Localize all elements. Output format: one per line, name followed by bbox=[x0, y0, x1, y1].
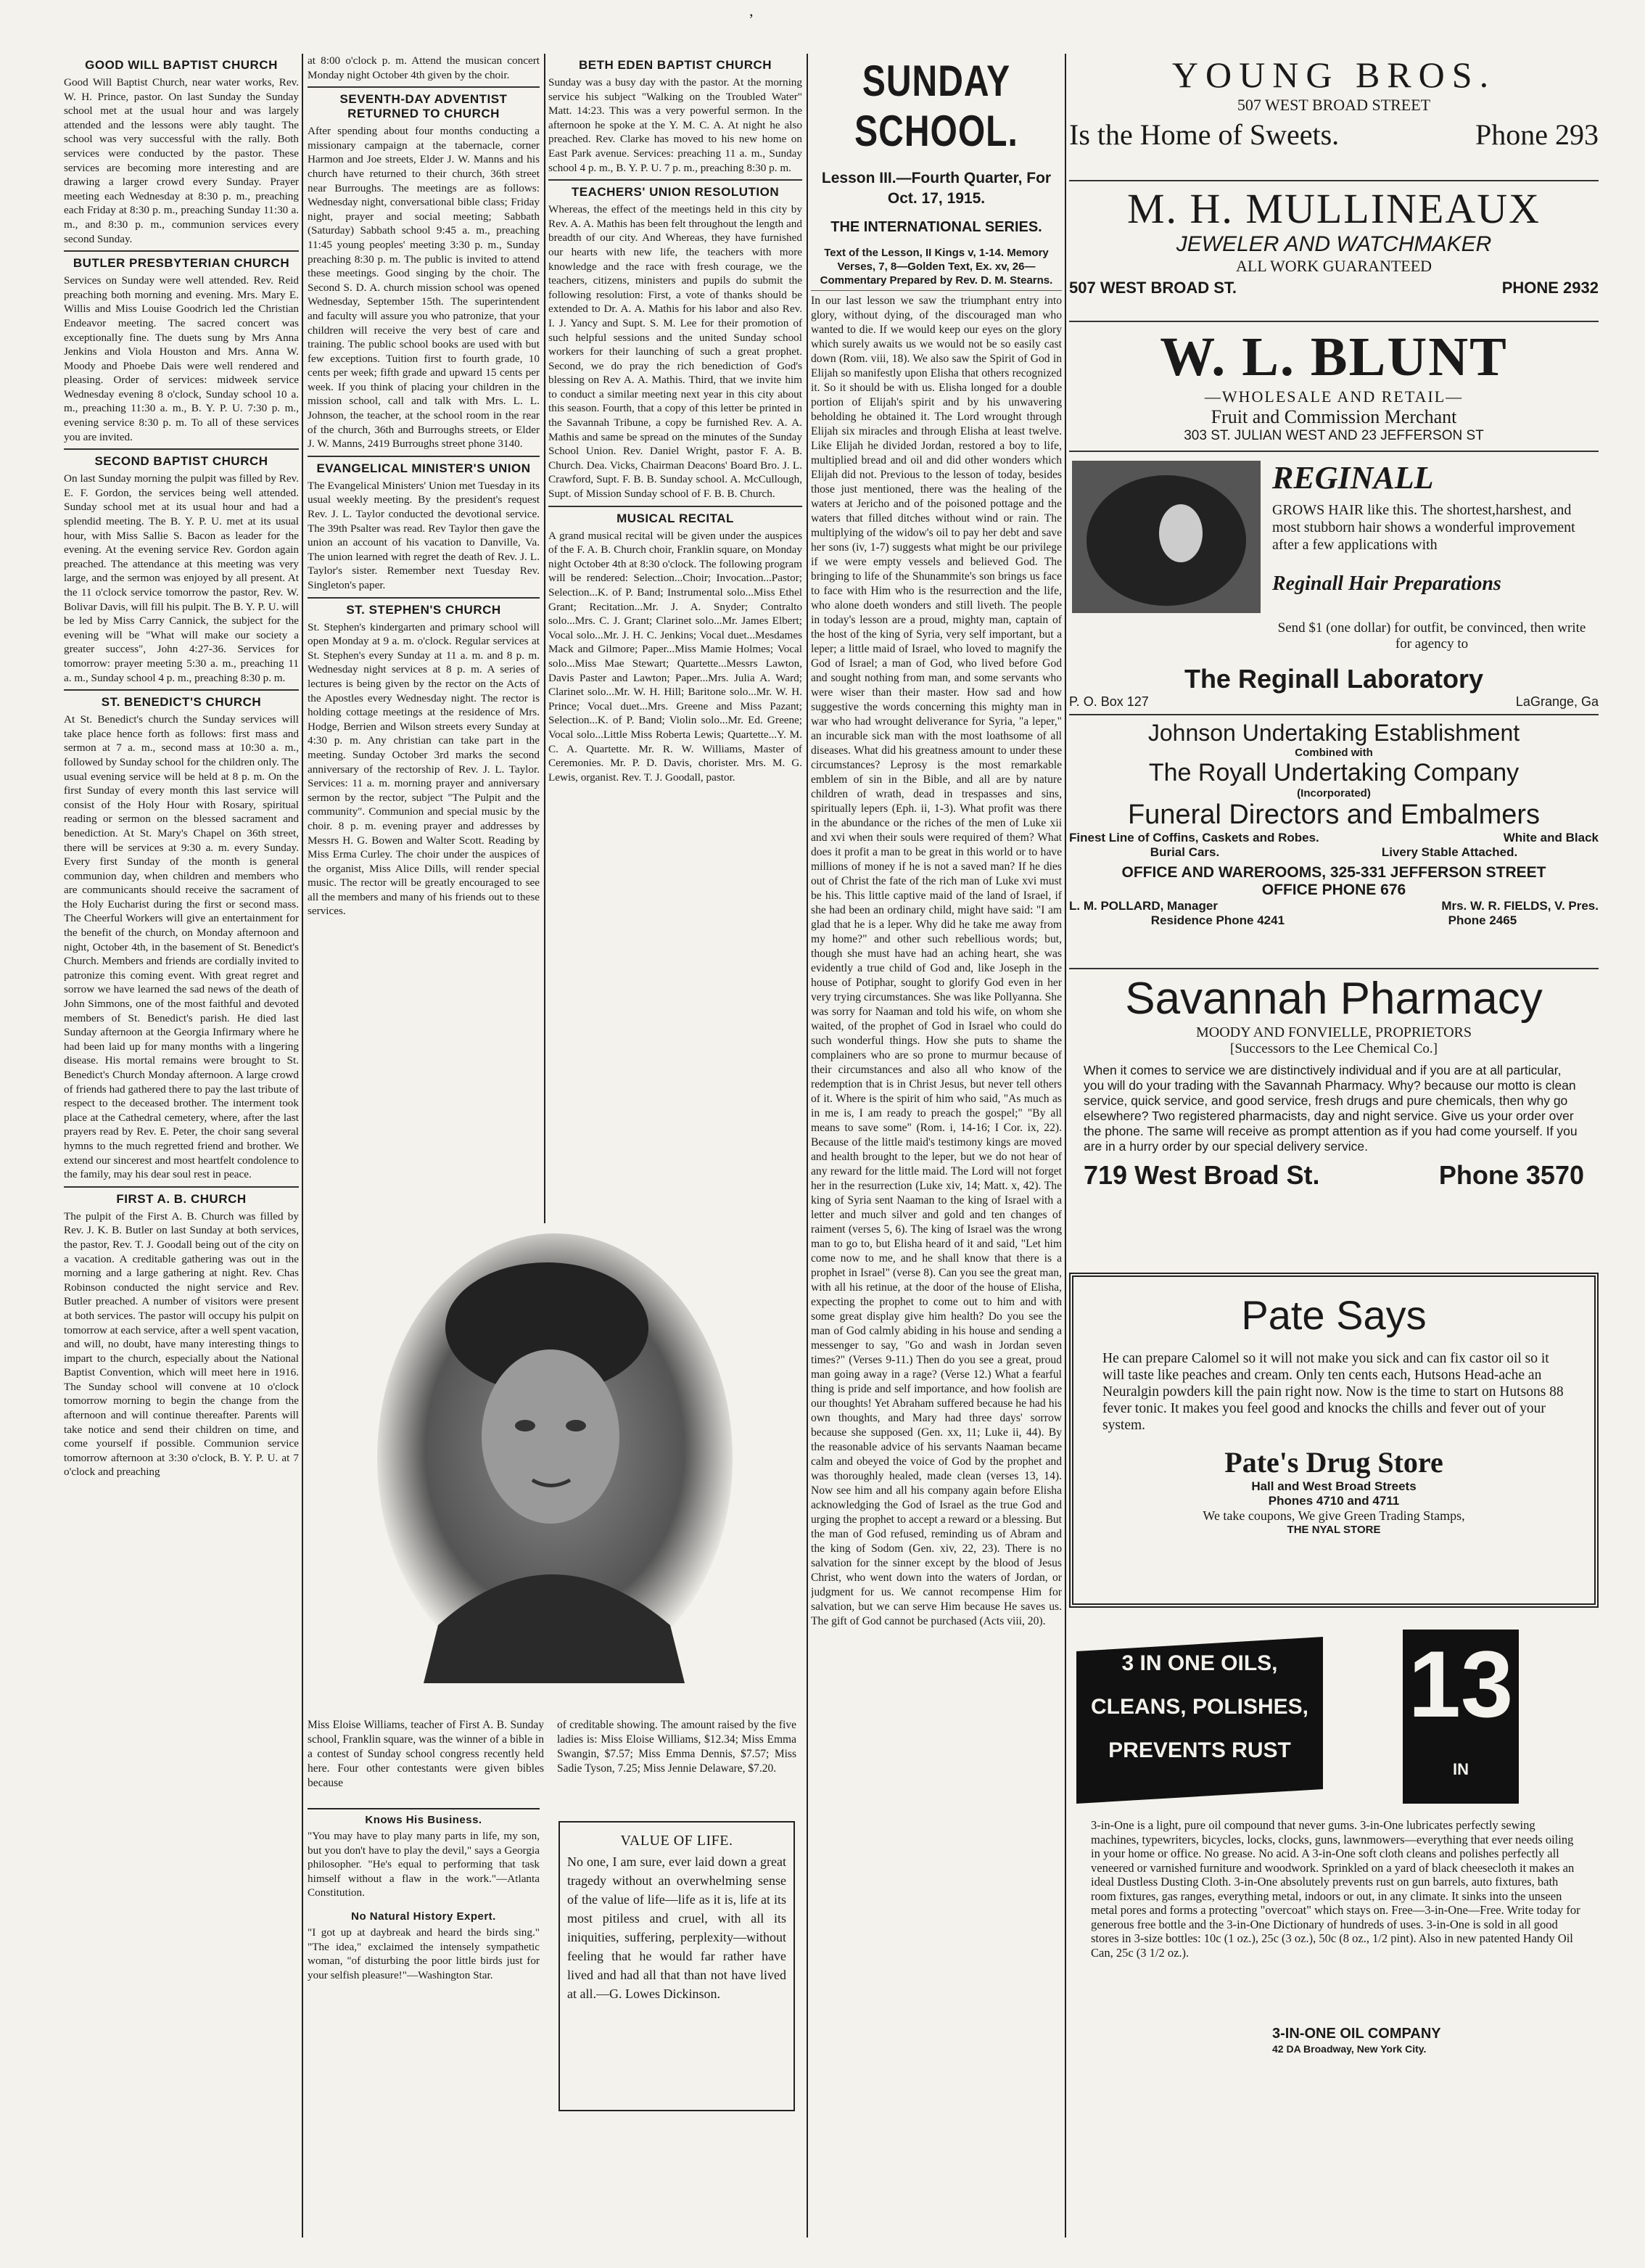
article-body: A grand musical recital will be given under the auspices of the F. A. B. Church choir, Franklin square, on Monday night October 4th at 8:30 o'clock. The following program will be rendered: Selection...Choir; Invocation...Pastor; Selection...K. of P. Band; Instrumental solo...Miss Ethel Grant; Recitation...Mr. J. A. Snyder; Contralto solo...Mrs. C. J. Grant; Clarinet solo...Mr. James Elbert; Vocal solo...Mr. J. H. C. Jenkins; Vocal duet...Mesdames Mack and Gilmore; Paper...Miss Mamie Holmes; Vocal solo...Miss Mae Stewart; Quartette...Messrs Lawton, Davis Paster and Lawton; Paper...Mrs. Julia A. Ward; Clarinet solo...Mr. W. H. Hill; Baritone solo...Mr. W. H. Prince; Vocal duet...Mrs. Greene and Miss Pazant; Selection...K. of P. Band; Violin solo...Mr. Ed. Greene; Vocal solo...Little Miss Roberta Lewis; Quartette...Y. M. C. A. Quartette. Mr. R. W. Williams, Master of Ceremonies. Mr. P. D. Davis, chorister. Mrs. M. G. Lewis, organist. Rev. T. J. Goodall, pastor. bbox=[548, 529, 802, 784]
article-butler bbox=[64, 256, 299, 444]
series-heading: THE INTERNATIONAL SERIES. bbox=[830, 219, 1042, 235]
ad-small: IN bbox=[1453, 1760, 1469, 1778]
article-body: Sunday was a busy day with the pastor. At the morning service his subject "Walking on the Troubled Water" Matt. 14:23. This was a very powerful sermon. In the afternoon he spoke at the Y. M. C. A. At night he also preached. Rev. Clarke has moved to his new home on East Park avenue. Services: preaching 11 a. m., Sunday school 4 p. m., B. Y. P. U. 7 p. m., preaching 8:30 p. m. bbox=[548, 76, 802, 174]
ad-address: 507 WEST BROAD STREET bbox=[1237, 96, 1431, 114]
ad-line: OFFICE PHONE 676 bbox=[1261, 882, 1406, 898]
article-st-benedicts bbox=[64, 695, 299, 1182]
heading: SEVENTH-DAY ADVENTIST RETURNED TO CHURCH bbox=[339, 92, 508, 121]
ad-line: Burial Cars. bbox=[1150, 845, 1220, 859]
divider bbox=[1069, 321, 1599, 322]
divider bbox=[548, 179, 802, 181]
ad-phone: Phone 293 bbox=[1475, 118, 1599, 151]
lesson-body: In our last lesson we saw the triumphant entry into glory, without dying, of the discouraged man who wanted to die. If we would keep our eyes on the glory which surely awaits us we would not be so easily cast down (Rom. viii, 18). We also saw the Spirit of God in Elijah so manifestly upon Elisha that others recognized it. So it should be with us. Elisha longed for a double portion of Elijah's spirit and by his unwavering beholding he obtained it. The Lord wrought through Elijah six miracles and through Elisha at least twelve. Like Elijah he divided Jordan, restored a boy to life, multiplied bread and oil and did other wonders which Elijah did not. Previous to the lesson of today, besides those just mentioned, there was the healing of the waters at Jericho and of the poisoned pottage and the waters that filled ditches without wind or rain. The multiplying of the widow's oil to pay her debt and save her sons (iv, 1-7) suggests what might be our privilege if we were empty vessels and believed God. The bringing to life of the Shunammite's son brings us face to face with Him who is the resurrection and the life, who alone doeth wonders and still liveth. The people in today's lesson are a proud, mighty man, captain of the host of the king of Syria, very self important, but a leper; a little maid of Israel, who loved to magnify the God of Israel; a man of God, who lived before God and sought nothing from man, and some servants who were wiser than their master. How sad and how suggestive the words concerning this mighty man in war who had wrought deliverance for Syria, "a leper," an incurable sick man with the most loathsome of all diseases. What did his greatness amount to under these circumstances? Leprosy is the most remarkable emblem of sin in the Bible, and all are by nature children of wrath, dead in trespasses and sins, spiritually lepers (Eph. ii, 1-3). What profit was there in the abundance or the riches of the men of Luke xii and xvi when their souls were required of them? What does it profit a man to be great in this world or to have millions of money if he is not a saved man? If he dies out of Christ the fate of the rich man of Luke xvi must be his. This little captive maid of the land of Israel, if she had been an ordinary child, might have said: "I am glad that he is a leper. Why did he take me away from my home?" and other such rebellious words; but, though she must have had an aching heart, she was evidently a true child of God and, like Joseph in the house of Potiphar, sought to glorify God even in her very trying circumstances. She was like Pollyanna. She was sorry for Naaman and told his wife, on whom she waited, of the prophet of God in Israel who could do such wonderful things. How she puts to shame the complainers who are so prone to murmur because of their circumstances and also all who know of the redemption that is in Christ Jesus, but never tell others of it. Where is the spirit of him who said, "As much as in me is, I am ready to preach the gospel;" "By all means to save some" (Rom. i, 14-16; I Cor. ix, 22). Because of the little maid's testimony kings are moved and health brought to the leper, but we do not hear of any reward for the little maid. The Lord will not forget her in the resurrection (Luke xiv, 14; Matt. x, 42). The king of Syria sent Naaman to the king of Israel with a letter and much silver and gold and ten changes of raiment (verses 5, 6). The king of Israel was the wrong man to go to, but Elisha heard of it and said, "Let him come now to me, and he shall know that there is a prophet in Israel" (verse 8). Can you see the great man, with all his retinue, at the door of the house of Elisha, expecting the prophet to come out to him and with some great display give him health? Do you see the man of God calmly abiding in his house and sending a messenger to say, "Go and wash in Jordan seven times?" (Verses 9-11.) Then do you see a great, proud man going away in a rage? (Verse 12.) What a fearful thing is pride and self importance, and how foolish are our thoughts! Yet Abraham suffered because he had his own thoughts, and Mary had three days' sorrow because she supposed (Gen. xx, 11; Luke ii, 44). By the reasonable advice of his servants Naaman became calm and obeyed the voice of God by the prophet and was thoroughly healed, made clean (verses 13, 14). Now see him and all his company again before Elisha acknowledging the God of Israel as the true God and urging the prophet to accept a reward or a blessing. But the man of God refused, reminding us of Abram and the king of Sodom (Gen. xiv, 22, 23). There is no salvation for the sinner except by the blood of Jesus Christ, who went down into the waters of Jordan, or judgment for us. We cannot recompense Him for salvation, but we can serve Him because He saves us. The gift of God cannot be purchased (Acts viii, 20). bbox=[811, 295, 1062, 1627]
ad-body: 3-in-One is a light, pure oil compound that never gums. 3-in-One lubricates perfectly sewing machines, typewriters, bicycles, locks, clocks, guns, lawnmowers—everything that ever needs oiling in your home or office. No grease. No acid. A 3-in-One soft cloth cleans and polishes perfectly all veneered or varnished furniture and woodwork. Sprinkled on a yard of black cheesecloth it makes an ideal Dustless Dusting Cloth. 3-in-One absolutely prevents rust on gun barrels, auto fixtures, bath room fixtures, gas ranges, everything metal, indoors or out, in any climate. It sinks into the unseen metal pores and forms a protecting "overcoat" which stays on. Free—3-in-One—Free. Write today for generous free bottle and the 3-in-One Dictionary of hundreds of uses. 3-in-One is sold in all good stores in 3-size bottles: 10c (1 oz.), 25c (3 oz.), 50c (8 oz., 1/2 pint). Also in new patented Handy Oil Can, 25c (3 1/2 oz.). bbox=[1091, 1818, 1580, 1960]
ad-address: 507 WEST BROAD ST. bbox=[1069, 279, 1237, 297]
ad-line: White and Black bbox=[1503, 831, 1599, 845]
ad-name: Savannah Pharmacy bbox=[1125, 974, 1543, 1024]
heading: BUTLER PRESBYTERIAN CHURCH bbox=[73, 256, 290, 271]
ad-product: Reginall Hair Preparations bbox=[1272, 572, 1501, 595]
column-3 bbox=[548, 54, 802, 1215]
divider bbox=[1069, 180, 1599, 181]
page-mark: ’ bbox=[749, 10, 754, 28]
ad-town: LaGrange, Ga bbox=[1515, 694, 1599, 709]
filler-body: "You may have to play many parts in life, my son, but you don't have to play the devil," says a Georgia philosopher. "He's equal to performing that task himself without a flaw in the work."—Atlanta Constitution. bbox=[308, 1830, 540, 1899]
ad-props: MOODY AND FONVIELLE, PROPRIETORS bbox=[1195, 1024, 1472, 1040]
ad-trade: JEWELER AND WATCHMAKER bbox=[1176, 232, 1492, 256]
ad-phones: Phones 4710 and 4711 bbox=[1268, 1494, 1400, 1508]
article-adventist bbox=[308, 92, 540, 451]
advertisements-column bbox=[1069, 54, 1599, 2238]
article-body: Whereas, the effect of the meetings held in this city by Rev. A. A. Mathis has been felt throughout the length and breadth of our city. And Whereas, they have furnished our hearts with new life, the teachers with more knowledge and the race with fresh courage, we the teachers, citizens, ministers and pupils do submit the following resolution: First, a vote of thanks should be extended to Dr. A. A. Mathis for his labor and also Rev. I. J. Yancy and Supt. S. M. Lee for their promotion of such helpful sessions and the united Sunday school workers for their launching of such a great prophet. Second, we do pray the rich benediction of God's blessing on Rev A. A. Mathis. Third, that we invite him to conduct a similar meeting next year in this city about this season. Fourth, that a copy of this letter be printed in the Savannah Tribune, a copy be furnished Rev. A. A. Mathis and same be spread on the minutes of the Sunday School Union. Rev. Daniel Wright, pastor F. A. B. Church. Dea. Vicks, Chairman Deacons' Board Bro. J. L. Crawford, Supt. F. B. B. Sunday school. A. McCullough, Supt. of Mission Sunday school of F. B. B. Church. bbox=[548, 203, 802, 501]
ad-mullineaux bbox=[1069, 186, 1599, 316]
ad-company: 3-IN-ONE OIL COMPANY bbox=[1272, 2026, 1441, 2042]
hair-photo bbox=[1072, 461, 1261, 613]
ad-store: Pate's Drug Store bbox=[1224, 1446, 1443, 1479]
ad-young-bros bbox=[1069, 54, 1599, 176]
lesson-text-line: Text of the Lesson, II Kings v, 1-14. Memory Verses, 7, 8—Golden Text, Ex. xv, 26—Commentary Prepared by Rev. D. M. Stearns. bbox=[820, 247, 1053, 287]
ad-phone: PHONE 2932 bbox=[1501, 279, 1599, 297]
ad-phone: Residence Phone 4241 bbox=[1150, 913, 1285, 927]
article-body: St. Stephen's kindergarten and primary school will open Monday at 9 a. m. o'clock. Regular services at St. Stephen's every Sunday at 11 a. m. and 8 p. m. Wednesday night services at 8 p. m. A series of lectures is being given by the rector on the Acts of the Apostles every Wednesday night. The rector is holding cottage meetings at the residence of Mrs. Hodge, Berrien and Wilson streets every Sunday at 4:30 p. m. Any christian can take part in the meeting. Sunday October 3rd marks the second anniversary of the rectorship of Rev. J. L. Taylor. Services: 11 a. m. morning prayer and anniversary sermon by the rector, subject "The Pulpit and the community". Communion and special music by the choir. 8 p. m. evening prayer and addresses by Messrs H. G. Bowen and Walter Scott. Reading by Miss Erma Curley. The choir under the auspices of the organist, Miss Alice Dills, will render special music. The rector will be greatly encouraged to see all the members and many of his friends out to these services. bbox=[308, 620, 540, 918]
article-good-will bbox=[64, 58, 299, 246]
ad-name: YOUNG BROS. bbox=[1171, 54, 1496, 95]
ad-line-2: Fruit and Commission Merchant bbox=[1211, 406, 1457, 427]
heading: FIRST A. B. CHURCH bbox=[116, 1191, 247, 1206]
ad-line: OFFICE AND WAREROOMS, 325-331 JEFFERSON STREET bbox=[1121, 864, 1546, 881]
column-rule-1 bbox=[302, 54, 303, 2238]
article-body: Good Will Baptist Church, near water works, Rev. W. H. Prince, pastor. On last Sunday the Sunday school met at the usual hour and was largely attended and the lessons were ably taught. The school was very successful with the rally. Both services were conducted by the pastor. These services are becoming more interesting and are drawing a larger crowd every Sunday. Prayer meeting each Wednesday at 8:30 p. m., preaching each Friday at 8:30 p. m., preaching Sunday 11:30 a. m., and 8:30 p. m., communion services every second Sunday. bbox=[64, 76, 299, 245]
ad-big-number: 13 bbox=[1408, 1631, 1514, 1737]
portrait-block bbox=[308, 1219, 802, 1799]
divider bbox=[308, 86, 540, 88]
ad-line: Combined with bbox=[1295, 747, 1373, 759]
heading: SECOND BAPTIST CHURCH bbox=[94, 454, 268, 469]
article-st-stephens bbox=[308, 603, 540, 919]
column-rule-2 bbox=[544, 54, 545, 1223]
article-body: The pulpit of the First A. B. Church was filled by Rev. J. K. B. Butler on last Sunday at both services, the pastor, Rev. T. J. Goodall being out of the city on a vacation. A creditable gathering was out in the morning and a large gathering at night. Rev. Chas Robinson conducted the night service and Rev. Butler preached. A number of visitors were present at both services. The pastor will occupy his pulpit on tomorrow at each service, after a well spent vacation, and will, no doubt, have many interesting things to impart to the church, especially about the National Baptist Convention, which will meet here in 1916. The Sunday school will convene at 10 o'clock tomorrow morning to begin the change from the afternoon and will continue thereafter. Parents will take notice and send their children on time, and come yourself if possible. Communion service tomorrow afternoon at 3:30 o'clock, B. Y. P. U. at 7 o'clock and preaching bbox=[64, 1209, 299, 1479]
ad-body: When it comes to service we are distinctively individual and if you are at all particular, you will do your trading with the Savannah Pharmacy. Why? because our motto is clean service, quick service, and good service, fresh drugs and pure chemicals, then why go elsewhere? Two registered pharmacists, day and night service. Give us your order over the phone. The same will receive as prompt attention as if you had come yourself. If you are in a hurry order by our special delivery service. bbox=[1084, 1063, 1578, 1154]
filler-body-2: "I got up at daybreak and heard the birds sing." "The idea," exclaimed the intensely sympathetic woman, "of disturbing the poor little birds just for your selfish pleasure!"—Washington Star. bbox=[308, 1926, 540, 1981]
ad-coupons: We take coupons, We give Green Trading Stamps, bbox=[1203, 1508, 1465, 1523]
divider bbox=[308, 456, 540, 457]
divider bbox=[1069, 451, 1599, 452]
article-musical-recital bbox=[548, 511, 802, 785]
ad-phone: Phone 3570 bbox=[1438, 1160, 1584, 1190]
ad-banner-2: CLEANS, POLISHES, bbox=[1090, 1695, 1309, 1719]
ad-blunt bbox=[1069, 326, 1599, 446]
divider bbox=[548, 506, 802, 507]
ad-lab-name: The Reginall Laboratory bbox=[1184, 664, 1484, 694]
ad-body: He can prepare Calomel so it will not make you sick and can fix castor oil so it will taste like peaches and cream. Only ten cents each, Hutsons Head-ache an Neuralgin powders kill the pain right now. Now is the time to start on Hutsons 88 fever tonic. It makes you feel good and knocks the chills and fever out of your system. bbox=[1102, 1351, 1564, 1433]
article-body: At St. Benedict's church the Sunday services will take place hence forth as follows: first mass and sermon at 7 a. m., second mass at 10:30 a. m., followed by Sunday school for the children only. The usual evening service will be held at 8 p. m. On the first Sunday of every month this last service will consist of the Holy Hour with Rosary, spiritual reading or sermon on the blessed sacrament and benediction. At St. Mary's Chapel on 36th street, there will be services at 9:30 a. m. every Sunday. Every first Sunday of the month is general communion day, when children and members who are communicants should receive the sacrament of the Holy Eucharist during the first or second mass. The Cheerful Workers will give an entertainment for the benefit of the church, on Monday afternoon and night, October 4th, in the basement of St. Benedict's Church. Members and friends are cordially invited to patronize this coming event. With great regret and sorrow we have learned the sad news of the death of John Simmons, one of the most faithful and devoted members of St. Benedict's parish. He died last Sunday afternoon at the Georgia Infirmary where he had been laid up for many months with a lingering disease. His mortal remains were brought to St. Benedict's Church Monday afternoon. A large crowd of friends had gathered there to pay the last tribute of respect to the deceased brother. The interment took place at the Cathedral cemetery, where, after the last prayers read by Rev. E. Peter, the choir sang several hymns to the much regretted friend and brother. We extend our sincerest and most heartfelt condolence to the family, may his dear soul rest in peace. bbox=[64, 713, 299, 1181]
column-2 bbox=[308, 54, 540, 1215]
article-body: After spending about four months conducting a missionary campaign at the tabernacle, corner Harmon and Joe streets, Elder J. W. Manns and his church have returned to their church, 36th street near Burroughs. The meetings are as follows: Wednesday night, conversational bible class; Friday night, prayer and social meeting; Sabbath (Saturday) Sabbath school 9:45 a. m., preaching 11:45 young peoples' meeting 3:30 p. m., Sunday preaching 8:30 p. m. The public is invited to attend these meetings. Good singing by the choir. The Second S. D. A. church mission school was opened Wednesday, September 15th. The superintendent and faculty will assure you who patronize, that your children will receive the very best of care and training. The public school books are used with but few exceptions. Tuition first to fourth grade, 10 cents per week; fifth grade and upward 15 cents per week. If you think of placing your children in the mission school, call and talk with Mrs. L. L. Johnson, the teacher, at the school room in the rear of the church, 36th and Burroughs streets, or Elder J. W. Manns, 2419 Burroughs street phone 3140. bbox=[308, 125, 540, 451]
filler-body: No one, I am sure, ever laid down a great tragedy without an overwhelming sense of the value of life—life as it is, life at its most pitiless and cruel, with all its iniquities, suffering, perplexity—without feeling that he would far rather have lived and had all that than not have lived at all.—G. Lowes Dickinson. bbox=[567, 1854, 786, 2001]
article-ministers-union bbox=[308, 461, 540, 593]
divider bbox=[64, 1186, 299, 1188]
portrait-caption-left: Miss Eloise Williams, teacher of First A. B. Sunday school, Franklin square, was the winner of a bible in a contest of Sunday school congress recently held here. Four other contestants were given bibles because bbox=[308, 1719, 544, 1789]
ad-address: 719 West Broad St. bbox=[1084, 1160, 1320, 1190]
heading: EVANGELICAL MINISTER'S UNION bbox=[316, 461, 531, 475]
heading: GOOD WILL BAPTIST CHURCH bbox=[85, 58, 278, 72]
ad-savannah-pharmacy bbox=[1069, 974, 1599, 1273]
heading: MUSICAL RECITAL bbox=[617, 511, 734, 525]
article-beth-eden bbox=[548, 58, 802, 175]
ad-line: Johnson Undertaking Establishment bbox=[1147, 720, 1520, 746]
filler-title: VALUE OF LIFE. bbox=[620, 1833, 733, 1849]
filler-value-of-life bbox=[558, 1821, 795, 2111]
divider bbox=[64, 250, 299, 252]
divider bbox=[1069, 968, 1599, 969]
ad-line: The Royall Undertaking Company bbox=[1148, 759, 1520, 786]
article-teachers-union bbox=[548, 185, 802, 501]
divider bbox=[811, 290, 1062, 291]
ad-manager: L. M. POLLARD, Manager bbox=[1069, 899, 1218, 913]
ad-banner-3: PREVENTS RUST bbox=[1108, 1738, 1291, 1762]
article-continued: at 8:00 o'clock p. m. Attend the musican concert Monday night October 4th given by the choir. bbox=[308, 54, 540, 81]
ad-line: Funeral Directors and Embalmers bbox=[1127, 800, 1541, 830]
article-body: On last Sunday morning the pulpit was filled by Rev. E. F. Gordon, the services being well attended. Sunday school met at its usual hour and had a splendid meeting. The B. Y. P. U. met at its usual hour, with Miss Sallie S. Bacon as leader for the evening. At the evening service Rev. Gordon again preached. The attendance at this meeting was very large, and the sermon was enjoyed by all present. At the 11 o'clock service tomorrow the pastor, Rev. W. Bolivar Davis, will fill his pulpit. The B. Y. P. U. will be led by Miss Carry Cannick, the subject for the evening will be "What will make our society a greater success", John 4:27-36. Services for tomorrow: prayer meeting 5:30 a. m., preaching 11 a. m., Sunday school 4 p. m., preaching 8:30 p. m. bbox=[64, 472, 299, 684]
ad-line: (Incorporated) bbox=[1297, 787, 1371, 800]
ad-title: Pate Says bbox=[1241, 1292, 1427, 1338]
ad-line: Livery Stable Attached. bbox=[1381, 845, 1518, 859]
article-body: The Evangelical Ministers' Union met Tuesday in its usual weekly meeting. By the president's request Rev. J. L. Taylor conducted the devotional service. The 39th Psalter was read. Rev Taylor then gave the union an account of his vacation to Danville, Va. The union learned with regret the death of Rev. J. L. Taylor's sister. Remember next Tuesday Rev. Singleton's paper. bbox=[308, 479, 540, 591]
article-second-baptist bbox=[64, 454, 299, 685]
heading: ST. STEPHEN'S CHURCH bbox=[346, 602, 501, 617]
ad-nyal: THE NYAL STORE bbox=[1287, 1524, 1381, 1536]
ad-guarantee: ALL WORK GUARANTEED bbox=[1235, 257, 1432, 275]
filler-title: Knows His Business. bbox=[365, 1814, 482, 1826]
ad-vp: Mrs. W. R. FIELDS, V. Pres. bbox=[1441, 899, 1599, 913]
lesson-heading: Lesson III.—Fourth Quarter, For Oct. 17, 1915. bbox=[821, 170, 1052, 207]
heading: TEACHERS' UNION RESOLUTION bbox=[571, 185, 780, 200]
article-first-ab bbox=[64, 1192, 299, 1479]
ad-offer: Send $1 (one dollar) for outfit, be convinced, then write for agency to bbox=[1277, 620, 1586, 652]
divider bbox=[308, 597, 540, 599]
ad-banner-1: 3 IN ONE OILS, bbox=[1121, 1651, 1278, 1675]
divider bbox=[64, 448, 299, 450]
ad-line-1: —WHOLESALE AND RETAIL— bbox=[1204, 387, 1464, 406]
column-4 bbox=[811, 54, 1062, 2238]
column-rule-3 bbox=[807, 54, 808, 2238]
sunday-school-title: SUNDAY SCHOOL. bbox=[854, 57, 1018, 156]
ad-po: P. O. Box 127 bbox=[1069, 694, 1149, 709]
ad-company-address: 42 DA Broadway, New York City. bbox=[1272, 2043, 1427, 2055]
article-body: Services on Sunday were well attended. Rev. Reid preaching both morning and evening. Mrs. Mary E. Willis and Miss Louise Goodrich led the Christian Endeavor meeting. The sacred concert was exceptionally fine. The duets sung by Mrs Anna Jenkins and Viola Houston and Mrs. Anna W. Moody and Phoebe Dais were well rendered and pleasing. Order of services: midweek service Wednesday evening 8 o'clock, Sunday school 10 a. m., preaching 11:30 a. m., B. Y. P. U. 7:30 p. m., evening service 8:30 p. m. To all of these services you are invited. bbox=[64, 274, 299, 443]
ad-name: W. L. BLUNT bbox=[1160, 326, 1508, 387]
ad-copy: GROWS HAIR like this. The shortest,harshest, and most stubborn hair shows a wonderful improvement after a few applications with bbox=[1272, 502, 1575, 553]
divider bbox=[64, 689, 299, 691]
portrait-caption-right: of creditable showing. The amount raised by the five ladies is: Miss Eloise Williams, $12.34; Miss Emma Swangin, $7.57; Miss Emma Dennis, $7.57; Miss Sadie Tyson, 7.25; Miss Jennie Delaware, $7.20. bbox=[557, 1719, 796, 1775]
ad-succ: [Successors to the Lee Chemical Co.] bbox=[1230, 1041, 1438, 1056]
ad-address: Hall and West Broad Streets bbox=[1251, 1479, 1417, 1493]
ad-pate bbox=[1069, 1273, 1599, 1608]
filler-title-2: No Natural History Expert. bbox=[351, 1910, 496, 1923]
ad-tagline: Is the Home of Sweets. bbox=[1069, 118, 1340, 151]
divider bbox=[1069, 714, 1599, 715]
ad-reginall bbox=[1069, 456, 1599, 674]
column-1 bbox=[64, 54, 299, 2238]
filler-knows-business bbox=[308, 1808, 540, 1981]
heading: ST. BENEDICT'S CHURCH bbox=[101, 695, 262, 710]
ad-line: Finest Line of Coffins, Caskets and Robes. bbox=[1069, 831, 1319, 845]
ad-3-in-one bbox=[1069, 1615, 1599, 2055]
column-rule-4 bbox=[1065, 54, 1066, 2238]
heading: BETH EDEN BAPTIST CHURCH bbox=[578, 58, 772, 72]
ad-johnson-undertaking bbox=[1069, 720, 1599, 964]
ad-line-3: 303 ST. JULIAN WEST AND 23 JEFFERSON ST bbox=[1184, 428, 1484, 443]
ad-name: M. H. MULLINEAUX bbox=[1126, 185, 1541, 232]
portrait-image bbox=[308, 1219, 802, 1799]
ad-phone: Phone 2465 bbox=[1448, 913, 1517, 927]
ad-title: REGINALL bbox=[1272, 460, 1434, 496]
